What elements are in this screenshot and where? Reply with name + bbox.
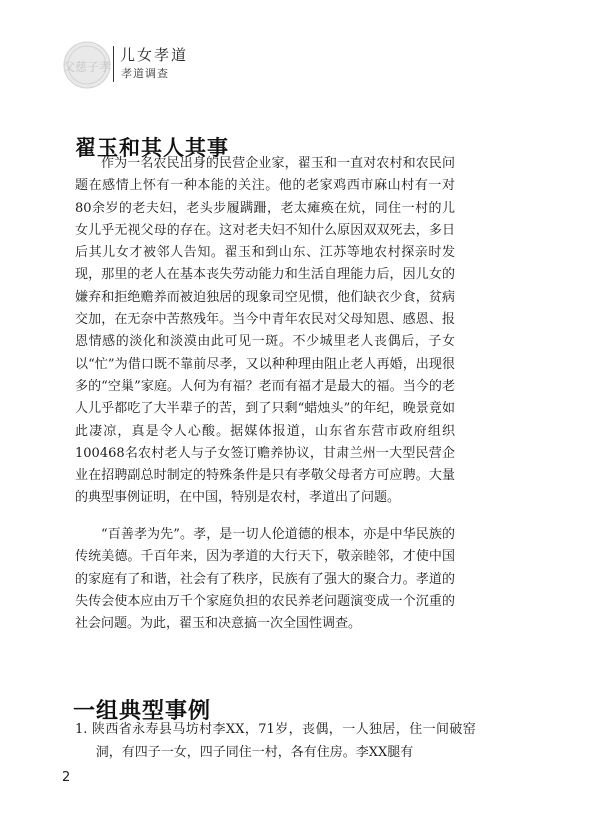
svg-text:父慈子孝: 父慈子孝: [62, 60, 112, 74]
running-header-subtitle: 孝道调查: [121, 67, 169, 80]
running-header-title: 儿女孝道: [120, 46, 189, 64]
case-list-item: 1. 陕西省永寿县马坊村李XX，71岁，丧偶，一人独居，住一间破窑洞，有四子一女，四子同住一村，各有住房。李XX腿有: [75, 722, 476, 760]
section-title-zhai-yuhe: 翟玉和其人其事: [75, 135, 229, 161]
filial-piety-logo: [62, 40, 112, 90]
section-title-typical-cases: 一组典型事例: [73, 698, 212, 725]
header-divider: [113, 46, 114, 82]
body-paragraph: 作为一名农民出身的民营企业家，翟玉和一直对农村和农民问题在感情上怀有一种本能的关注。他的老家鸡西市麻山村有一对80余岁的老夫妇，老头步履蹒跚，老太瘫痪在炕，同住一村的儿女儿乎无视父母的存在。这对老夫妇不知什么原因双双死去，多日后其儿女才被邻人告知。翟玉和到山东、江苏等地农村探亲时发现，那里的老人在基本丧失劳动能力和生活自理能力后，因儿女的嫌弃和拒绝赡养而被迫独居的现象司空见惯，他们缺衣少食，贫病交加，在无奈中苦熬残年。当今中青年农民对父母知恩、感恩、报恩情感的淡化和淡漠由此可见一斑。不少城里老人丧偶后，子女以“忙”为借口既不靠前尽孝，又以种种理由阻止老人再婚，出现很多的“空巢”家庭。人何为有福？老而有福才是最大的福。当今的老人儿乎都吃了大半辈子的苦，到了只剩“蜡烛头”的年纪，晚景竟如此凄凉，真是令人心酸。据媒体报道，山东省东营市政府组织100468名农村老人与子女签订赡养协议，甘肃兰州一大型民营企业在招聘副总时制定的特殊条件是只有孝敬父母者方可应聘。大量的典型事例证明，在中国，特别是农村，孝道出了问题。: [75, 156, 455, 506]
body-paragraph: “百善孝为先”。孝，是一切人伦道德的根本，亦是中华民族的传统美德。千百年来，因为孝道的大行天下，敬亲睦邻，才使中国的家庭有了和谐，社会有了秩序，民族有了强大的聚合力。孝道的失传会使本应由万千个家庭负担的农民养老问题演变成一个沉重的社会问题。为此，翟玉和决意搞一次全国性调查。: [75, 527, 455, 632]
page-number: 2: [62, 770, 71, 785]
